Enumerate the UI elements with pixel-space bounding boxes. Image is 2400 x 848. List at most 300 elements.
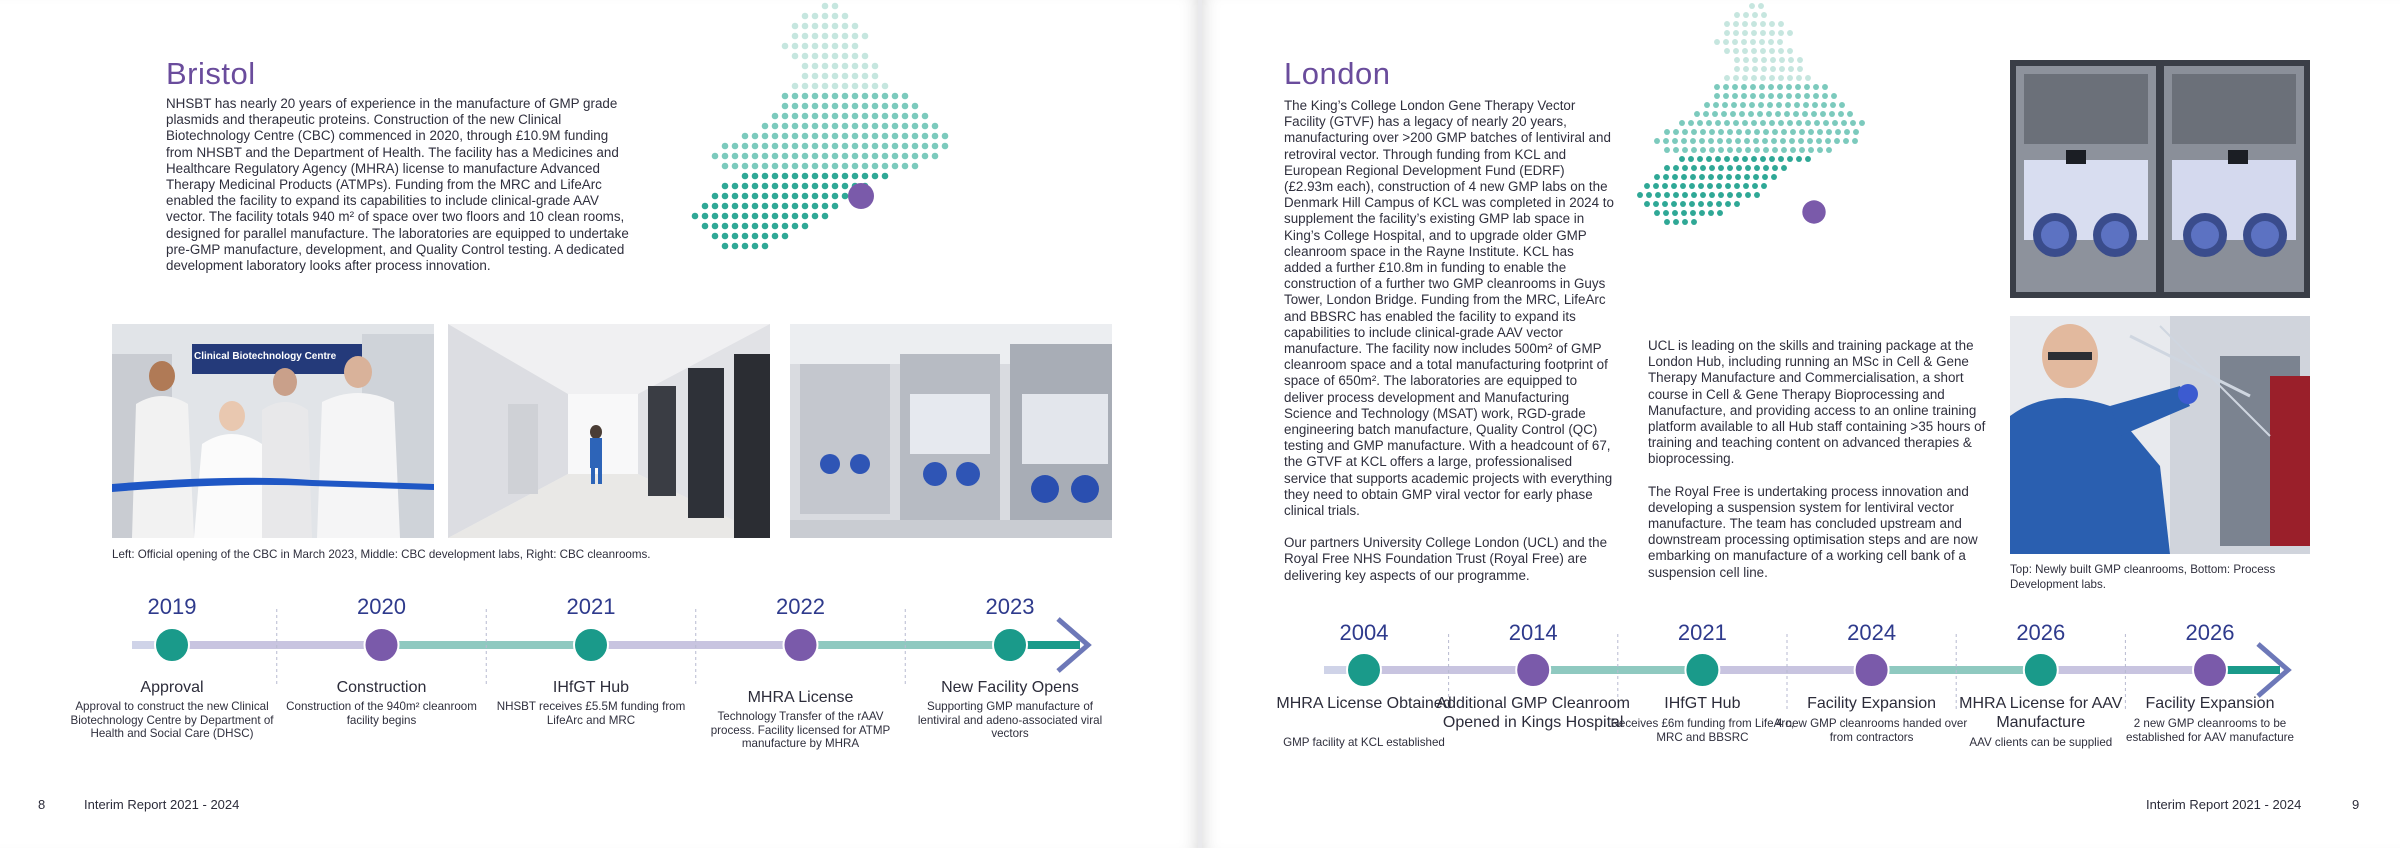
- map-dot: [782, 43, 789, 50]
- map-dot: [872, 153, 879, 160]
- map-dot: [812, 53, 819, 60]
- map-dot: [822, 143, 829, 150]
- map-dot: [1742, 48, 1748, 54]
- map-dot: [1823, 120, 1829, 126]
- map-dot: [732, 143, 739, 150]
- map-dot: [1726, 138, 1732, 144]
- map-dot: [1726, 174, 1732, 180]
- timeline-year: 2020: [357, 594, 406, 619]
- map-dot: [842, 123, 849, 130]
- location-pin-icon: [848, 183, 874, 209]
- map-dot: [1748, 111, 1754, 117]
- map-dot: [832, 73, 839, 80]
- timeline-year: 2021: [1677, 620, 1727, 645]
- map-dot: [1752, 183, 1758, 189]
- timeline-marker: [1347, 653, 1381, 687]
- map-dot: [782, 233, 789, 240]
- map-dot: [1664, 192, 1670, 198]
- timeline-description: GMP facility at KCL established: [1283, 736, 1445, 749]
- map-dot: [862, 73, 869, 80]
- map-dot: [862, 163, 869, 170]
- map-dot: [882, 123, 889, 130]
- map-dot: [872, 93, 879, 100]
- timeline-description: Approval to construct the new Clinical Biotechnology Centre by Department of Health and Social Care (DHSC): [70, 700, 274, 740]
- map-dot: [922, 123, 929, 130]
- timeline-year: 2014: [1508, 620, 1558, 645]
- map-dot: [1724, 120, 1730, 126]
- map-dot: [1805, 156, 1811, 162]
- map-dot: [1718, 165, 1724, 171]
- map-dot: [732, 203, 739, 210]
- map-dot: [842, 53, 849, 60]
- map-dot: [812, 163, 819, 170]
- map-dot: [1654, 174, 1660, 180]
- map-dot: [1778, 75, 1784, 81]
- map-dot: [852, 163, 859, 170]
- map-dot: [1671, 183, 1677, 189]
- map-dot: [1807, 138, 1813, 144]
- map-dot: [1691, 129, 1697, 135]
- map-dot: [1663, 174, 1669, 180]
- map-dot: [762, 193, 769, 200]
- map-dot: [1847, 111, 1853, 117]
- map-dot: [1712, 111, 1718, 117]
- map-dot: [1727, 129, 1733, 135]
- map-dot: [802, 163, 809, 170]
- map-dot: [772, 163, 779, 170]
- map-dot: [722, 163, 729, 170]
- map-dot: [1754, 129, 1760, 135]
- map-dot: [1673, 219, 1679, 225]
- map-dot: [812, 103, 819, 110]
- map-dot: [1721, 111, 1727, 117]
- map-dot: [1761, 183, 1767, 189]
- map-dot: [802, 33, 809, 40]
- map-dot: [792, 203, 799, 210]
- map-dot: [812, 183, 819, 190]
- map-dot: [812, 153, 819, 160]
- map-dot: [1742, 120, 1748, 126]
- map-dot: [1637, 192, 1643, 198]
- map-dot: [912, 113, 919, 120]
- map-dot: [832, 183, 839, 190]
- map-dot: [1707, 183, 1713, 189]
- map-dot: [822, 83, 829, 90]
- map-dot: [832, 33, 839, 40]
- map-dot: [812, 33, 819, 40]
- map-dot: [1734, 57, 1740, 63]
- map-dot: [1751, 120, 1757, 126]
- map-dot: [1689, 201, 1695, 207]
- map-dot: [732, 183, 739, 190]
- map-dot: [792, 213, 799, 220]
- timeline-description: AAV clients can be supplied: [1969, 736, 2113, 749]
- map-dot: [1715, 120, 1721, 126]
- map-dot: [1814, 120, 1820, 126]
- map-dot: [902, 153, 909, 160]
- building-sign-text: Clinical Biotechnology Centre: [194, 351, 337, 362]
- map-dot: [1727, 165, 1733, 171]
- map-dot: [842, 143, 849, 150]
- map-dot: [912, 153, 919, 160]
- timeline-year: 2024: [1847, 620, 1897, 645]
- map-dot: [1724, 156, 1730, 162]
- map-dot: [872, 143, 879, 150]
- map-dot: [1709, 147, 1715, 153]
- map-dot: [822, 193, 829, 200]
- map-dot: [712, 213, 719, 220]
- map-dot: [842, 193, 849, 200]
- map-dot: [902, 163, 909, 170]
- map-dot: [942, 133, 949, 140]
- map-dot: [1724, 21, 1730, 27]
- map-dot: [1734, 66, 1740, 72]
- map-dot: [1751, 30, 1757, 36]
- map-dot: [1813, 93, 1819, 99]
- map-dot: [742, 213, 749, 220]
- map-dot: [752, 183, 759, 190]
- map-dot: [752, 193, 759, 200]
- page-number: 8: [38, 797, 46, 812]
- map-dot: [1787, 120, 1793, 126]
- map-dot: [1733, 21, 1739, 27]
- map-dot: [1680, 201, 1686, 207]
- map-dot: [852, 103, 859, 110]
- map-dot: [1717, 174, 1723, 180]
- map-dot: [752, 243, 759, 250]
- timeline-description: Construction of the 940m² cleanroom facility begins: [286, 700, 477, 727]
- map-dot: [1760, 120, 1766, 126]
- map-dot: [1741, 39, 1747, 45]
- map-dot: [1682, 219, 1688, 225]
- map-dot: [872, 103, 879, 110]
- map-dot: [782, 113, 789, 120]
- map-dot: [1820, 111, 1826, 117]
- map-dot: [1742, 30, 1748, 36]
- map-dot: [862, 113, 869, 120]
- map-dot: [1781, 129, 1787, 135]
- map-dot: [1779, 66, 1785, 72]
- map-dot: [812, 173, 819, 180]
- map-dot: [1804, 84, 1810, 90]
- map-dot: [712, 153, 719, 160]
- map-dot: [1644, 183, 1650, 189]
- map-dot: [742, 223, 749, 230]
- map-dot: [1779, 57, 1785, 63]
- map-dot: [932, 133, 939, 140]
- map-dot: [1750, 39, 1756, 45]
- map-dot: [1653, 201, 1659, 207]
- map-dot: [862, 103, 869, 110]
- map-dot: [1713, 102, 1719, 108]
- map-dot: [1716, 201, 1722, 207]
- map-dot: [762, 123, 769, 130]
- map-dot: [1679, 156, 1685, 162]
- map-dot: [722, 183, 729, 190]
- intro-text: [166, 96, 631, 290]
- gtvf-paragraph: The King’s College London Gene Therapy Vector Facility (GTVF) has a legacy of nearly 20 years, manufacturing over >200 GMP batches of lentiviral and retroviral vector. Through funding from KCL and European Regional Development Fund (EDRF) (£2.93m each), construction of 4 new GMP labs on the Denmark Hill Campus of KCL was completed in 2024 to supplement the facility’s existing GMP lab space in King’s College Hospital, and to upgrade older GMP cleanroom space in the Rayne Institute. KCL has added a further £10.8m in funding to enable the construction of a further two GMP cleanrooms in Guys Tower, London Bridge. Funding from the MRC, LifeArc and BBSRC has enabled the facility to expand its capabilities to include clinical-grade AAV vector manufacture. The facility now includes 500m² of GMP cleanroom space and a total manufacturing footprint of space of 650m². The laboratories are equipped to deliver process development and Manufacturing Science and Technology (MSAT) work, RGD-grade engineering batch manufacture, Quality Control (QC) testing and GMP manufacture. With a headcount of 67, the GTVF at KCL offers a large, professionalised service that supports academic projects with everything they need to obtain GMP viral vector for early phase clinical trials.: [1284, 98, 1614, 519]
- map-dot: [802, 93, 809, 100]
- map-dot: [712, 203, 719, 210]
- map-dot: [762, 243, 769, 250]
- map-dot: [852, 83, 859, 90]
- map-dot: [842, 183, 849, 190]
- map-dot: [1826, 147, 1832, 153]
- map-dot: [1805, 120, 1811, 126]
- map-dot: [1822, 84, 1828, 90]
- map-dot: [1759, 39, 1765, 45]
- map-dot: [832, 13, 839, 20]
- map-dot: [1732, 93, 1738, 99]
- map-dot: [1646, 192, 1652, 198]
- map-dot: [842, 33, 849, 40]
- map-dot: [812, 133, 819, 140]
- map-dot: [812, 23, 819, 30]
- map-dot: [862, 93, 869, 100]
- map-dot: [1796, 75, 1802, 81]
- map-dot: [892, 143, 899, 150]
- timeline-title: MHRA License for AAV Manufacture: [1959, 695, 2123, 731]
- map-dot: [1725, 183, 1731, 189]
- map-dot: [1798, 138, 1804, 144]
- map-dot: [812, 73, 819, 80]
- timeline-title: Facility Expansion: [1807, 695, 1937, 712]
- map-dot: [872, 113, 879, 120]
- map-dot: [1744, 174, 1750, 180]
- map-dot: [792, 173, 799, 180]
- map-dot: [1757, 111, 1763, 117]
- map-dot: [822, 3, 829, 10]
- map-dot: [1802, 111, 1808, 117]
- map-dot: [1736, 147, 1742, 153]
- map-dot: [1742, 75, 1748, 81]
- map-dot: [732, 193, 739, 200]
- map-dot: [1843, 138, 1849, 144]
- map-dot: [1769, 75, 1775, 81]
- map-dot: [1859, 120, 1865, 126]
- map-dot: [922, 143, 929, 150]
- map-dot: [922, 153, 929, 160]
- map-dot: [762, 183, 769, 190]
- map-dot: [1817, 129, 1823, 135]
- map-dot: [1718, 129, 1724, 135]
- map-dot: [1772, 147, 1778, 153]
- map-dot: [772, 133, 779, 140]
- timeline-marker: [1855, 653, 1889, 687]
- map-dot: [1733, 30, 1739, 36]
- map-dot: [852, 143, 859, 150]
- map-dot: [1751, 48, 1757, 54]
- map-dot: [812, 13, 819, 20]
- map-dot: [782, 223, 789, 230]
- map-dot: [1805, 75, 1811, 81]
- map-dot: [852, 113, 859, 120]
- map-dot: [872, 83, 879, 90]
- map-dot: [1732, 84, 1738, 90]
- timeline-year: 2021: [566, 594, 616, 619]
- map-dot: [1762, 174, 1768, 180]
- map-dot: [882, 93, 889, 100]
- map-dot: [862, 143, 869, 150]
- map-dot: [1799, 147, 1805, 153]
- map-dot: [1688, 120, 1694, 126]
- map-dot: [752, 223, 759, 230]
- development-labs-photo: [448, 324, 770, 538]
- map-dot: [802, 143, 809, 150]
- map-dot: [1706, 120, 1712, 126]
- map-dot: [752, 163, 759, 170]
- map-dot: [1664, 129, 1670, 135]
- map-dot: [1796, 120, 1802, 126]
- map-dot: [1736, 192, 1742, 198]
- map-dot: [1741, 84, 1747, 90]
- map-dot: [872, 173, 879, 180]
- map-dot: [1794, 102, 1800, 108]
- map-dot: [832, 103, 839, 110]
- map-dot: [822, 163, 829, 170]
- map-dot: [1742, 21, 1748, 27]
- left-page: [0, 0, 1198, 848]
- map-dot: [1777, 84, 1783, 90]
- map-dot: [1655, 192, 1661, 198]
- map-dot: [812, 43, 819, 50]
- map-dot: [1700, 129, 1706, 135]
- map-dot: [1752, 57, 1758, 63]
- map-dot: [1752, 66, 1758, 72]
- map-dot: [782, 93, 789, 100]
- map-dot: [1664, 219, 1670, 225]
- map-dot: [722, 223, 729, 230]
- map-dot: [852, 43, 859, 50]
- map-dot: [1760, 48, 1766, 54]
- map-dot: [1760, 156, 1766, 162]
- map-dot: [882, 163, 889, 170]
- map-dot: [712, 223, 719, 230]
- map-dot: [1768, 93, 1774, 99]
- map-dot: [1716, 183, 1722, 189]
- map-dot: [822, 23, 829, 30]
- map-dot: [1662, 201, 1668, 207]
- map-dot: [842, 163, 849, 170]
- map-dot: [932, 123, 939, 130]
- timeline-year: 2026: [2185, 620, 2235, 645]
- map-dot: [1743, 183, 1749, 189]
- map-dot: [1690, 138, 1696, 144]
- map-dot: [822, 213, 829, 220]
- map-dot: [872, 73, 879, 80]
- map-dot: [742, 203, 749, 210]
- map-dot: [1714, 93, 1720, 99]
- map-dot: [832, 23, 839, 30]
- map-dot: [862, 53, 869, 60]
- map-dot: [1776, 102, 1782, 108]
- map-dot: [862, 133, 869, 140]
- map-dot: [1673, 129, 1679, 135]
- map-dot: [1723, 84, 1729, 90]
- map-dot: [832, 193, 839, 200]
- map-dot: [752, 143, 759, 150]
- map-dot: [1663, 210, 1669, 216]
- map-dot: [732, 223, 739, 230]
- map-dot: [1724, 75, 1730, 81]
- map-dot: [802, 103, 809, 110]
- map-dot: [802, 13, 809, 20]
- map-dot: [1722, 102, 1728, 108]
- map-dot: [1749, 3, 1755, 9]
- map-dot: [1751, 156, 1757, 162]
- map-dot: [782, 203, 789, 210]
- map-dot: [832, 43, 839, 50]
- map-dot: [912, 143, 919, 150]
- map-dot: [882, 103, 889, 110]
- map-dot: [1760, 21, 1766, 27]
- map-dot: [842, 173, 849, 180]
- map-dot: [1771, 138, 1777, 144]
- map-dot: [862, 123, 869, 130]
- map-dot: [792, 33, 799, 40]
- timeline-marker: [365, 628, 399, 662]
- map-dot: [1769, 120, 1775, 126]
- map-dot: [1731, 102, 1737, 108]
- map-dot: [822, 153, 829, 160]
- map-dot: [1766, 111, 1772, 117]
- map-dot: [1759, 93, 1765, 99]
- map-dot: [722, 153, 729, 160]
- map-dot: [712, 233, 719, 240]
- map-dot: [1832, 120, 1838, 126]
- map-dot: [1834, 138, 1840, 144]
- map-dot: [852, 123, 859, 130]
- map-dot: [912, 133, 919, 140]
- map-dot: [1786, 93, 1792, 99]
- map-dot: [922, 133, 929, 140]
- map-dot: [782, 133, 789, 140]
- map-dot: [1740, 102, 1746, 108]
- footer-title: Interim Report 2021 - 2024: [84, 797, 240, 812]
- timeline-description: Receives £6m funding from LifeArc, MRC and BBSRC: [1610, 717, 1795, 744]
- timeline-title: Construction: [336, 679, 427, 696]
- map-dot: [1829, 111, 1835, 117]
- map-dot: [1671, 201, 1677, 207]
- map-dot: [1673, 165, 1679, 171]
- map-dot: [782, 123, 789, 130]
- map-dot: [1708, 210, 1714, 216]
- map-dot: [1691, 147, 1697, 153]
- map-dot: [1698, 201, 1704, 207]
- map-dot: [1717, 138, 1723, 144]
- map-dot: [792, 83, 799, 90]
- map-dot: [782, 143, 789, 150]
- map-dot: [842, 43, 849, 50]
- map-dot: [1760, 30, 1766, 36]
- map-dot: [802, 83, 809, 90]
- map-dot: [742, 153, 749, 160]
- page-title: Bristol: [166, 56, 256, 91]
- map-dot: [942, 143, 949, 150]
- map-dot: [842, 153, 849, 160]
- map-dot: [1733, 156, 1739, 162]
- map-dot: [1821, 102, 1827, 108]
- uk-map-graphic: [1632, 0, 1922, 320]
- map-dot: [1763, 147, 1769, 153]
- map-dot: [1753, 138, 1759, 144]
- map-dot: [1703, 111, 1709, 117]
- map-dot: [692, 213, 699, 220]
- timeline-marker: [2193, 653, 2227, 687]
- map-dot: [1787, 30, 1793, 36]
- timeline-year: 2026: [2016, 620, 2066, 645]
- map-dot: [1822, 93, 1828, 99]
